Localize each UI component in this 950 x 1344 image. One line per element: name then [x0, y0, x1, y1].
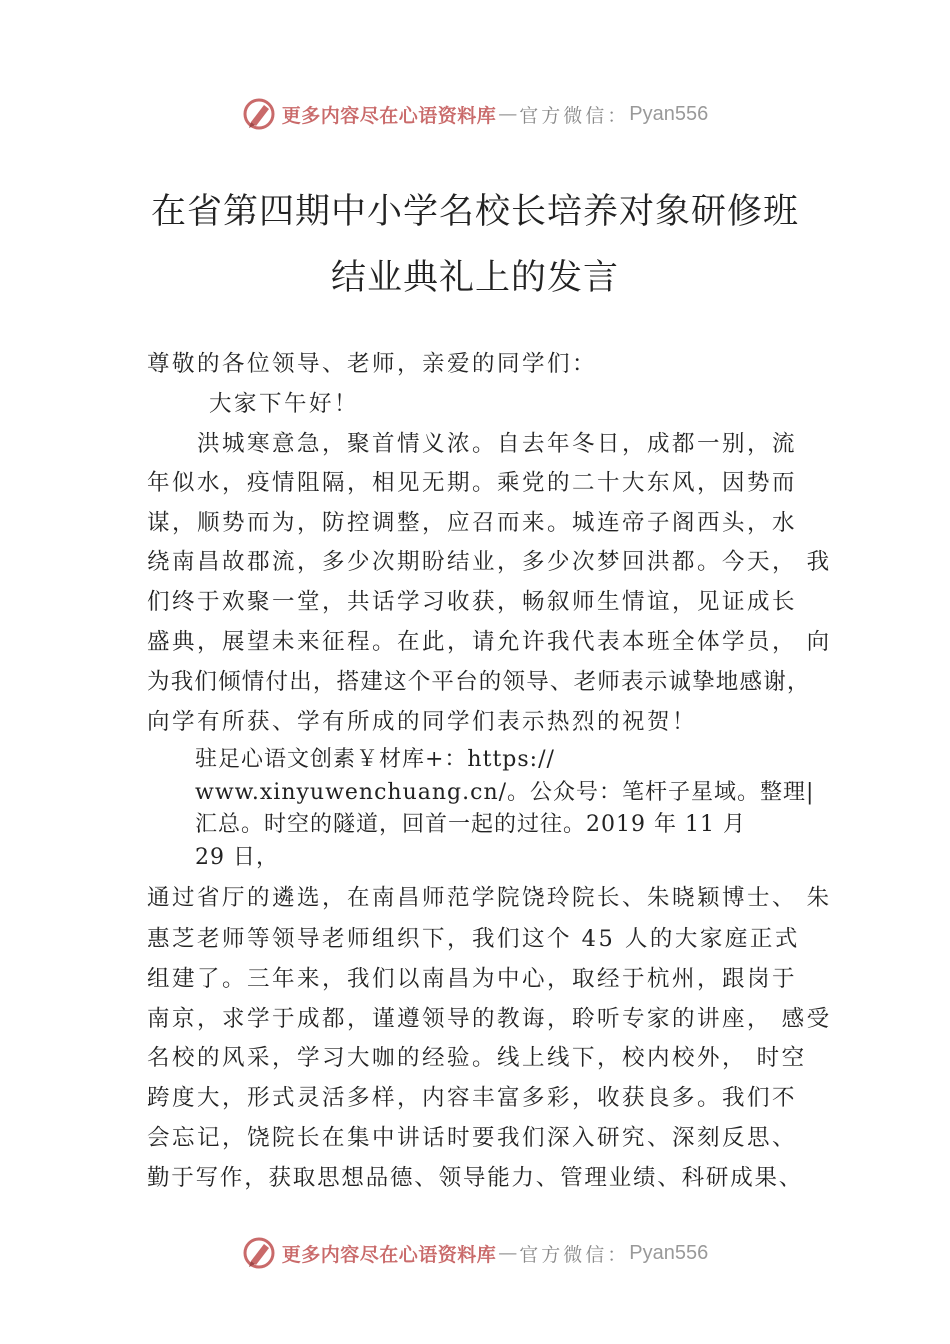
paragraph2-line: 跨度大，形式灵活多样，内容丰富多彩，收获良多。我们不 [147, 1085, 798, 1111]
salutation: 尊敬的各位领导、老师，亲爱的同学们： [147, 351, 598, 377]
footer-separator: — [498, 1242, 518, 1264]
reference-line: 29 日， [195, 845, 279, 870]
page-title-line-1: 在省第四期中小学名校长培养对象研修班 [150, 192, 799, 232]
footer-brand: 更多内容尽在心语资料库 [281, 1243, 497, 1266]
paragraph2-line: 南京，求学于成都，谨遵领导的教诲，聆听专家的讲座， 感受 [147, 1006, 832, 1032]
header-brand: 更多内容尽在心语资料库 [281, 104, 497, 127]
paragraph1-line: 向学有所获、学有所成的同学们表示热烈的祝贺！ [147, 709, 698, 735]
header-wechat-label: 官方微信： [519, 104, 630, 127]
paragraph2-line: 组建了。三年来，我们以南昌为中心，取经于杭州，跟岗于 [147, 966, 798, 992]
paragraph1-line: 洪城寒意急，聚首情义浓。自去年冬日，成都一别，流 [197, 431, 798, 457]
footer-wechat-label: 官方微信： [519, 1243, 630, 1266]
reference-line: 驻足心语文创素￥材库+：https:// [195, 747, 555, 772]
paragraph1-line: 谋，顺势而为，防控调整，应召而来。城连帝子阁西头，水 [147, 510, 798, 536]
paragraph2-line: 会忘记，饶院长在集中讲话时要我们深入研究、深刻反思、 [147, 1125, 798, 1151]
header-wechat-id: Pyan556 [629, 102, 709, 125]
paragraph1-line: 为我们倾情付出，搭建这个平台的领导、老师表示诚挚地感谢， [147, 669, 811, 695]
paragraph1-line: 盛典，展望未来征程。在此，请允许我代表本班全体学员， 向 [147, 629, 832, 655]
reference-line: 汇总。时空的隧道，回首一起的过往。2019 年 11 月 [195, 812, 746, 837]
greeting: 大家下午好！ [209, 391, 360, 417]
paragraph1-line: 年似水，疫情阻隔，相见无期。乘党的二十大东风，因势而 [147, 470, 798, 496]
paragraph1-line: 们终于欢聚一堂，共话学习收获，畅叙师生情谊，见证成长 [147, 589, 798, 615]
footer-wechat-id: Pyan556 [629, 1241, 709, 1264]
paragraph2-line: 勤于写作，获取思想品德、领导能力、管理业绩、科研成果、 [147, 1165, 804, 1191]
pen-logo-icon [242, 1236, 276, 1270]
header-banner [0, 94, 950, 134]
header-separator: — [498, 103, 518, 125]
paragraph1-line: 绕南昌故郡流，多少次期盼结业，多少次梦回洪都。今天， 我 [147, 549, 832, 575]
pen-logo-icon [242, 97, 276, 131]
paragraph2-line: 惠芝老师等领导老师组织下，我们这个 45 人的大家庭正式 [147, 926, 800, 952]
reference-line: www.xinyuwenchuang.cn/。公众号：笔杆子星域。整理| [195, 780, 815, 805]
paragraph2-line: 通过省厅的遴选，在南昌师范学院饶玲院长、朱晓颖博士、 朱 [147, 885, 832, 911]
paragraph2-line: 名校的风采，学习大咖的经验。线上线下，校内校外， 时空 [147, 1045, 807, 1071]
footer-banner [0, 1233, 950, 1273]
page-title-line-2: 结业典礼上的发言 [330, 258, 619, 298]
